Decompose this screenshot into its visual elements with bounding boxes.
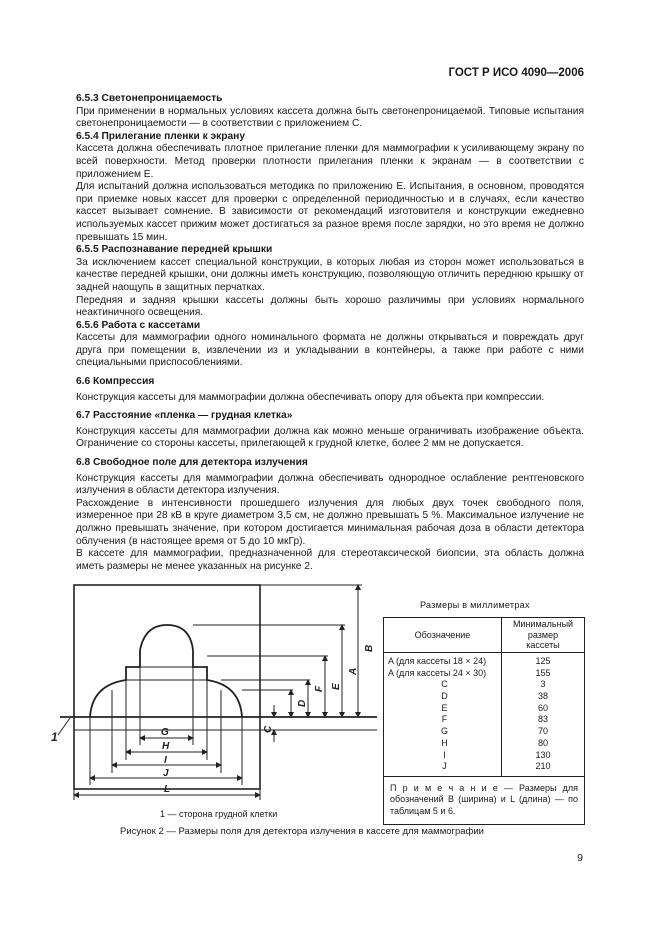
table-row-label: H xyxy=(441,737,448,748)
table-row-label: A (для кассеты 24 × 30) xyxy=(388,667,487,678)
marker-label-1: 1 xyxy=(51,730,58,744)
table-row-value: 3 xyxy=(540,679,546,690)
section-heading-6-8: 6.8 Свободное поле для детектора излучения xyxy=(76,457,308,469)
dim-label-b: B xyxy=(364,644,375,652)
dim-label-h: H xyxy=(162,741,170,752)
table-row-value: 38 xyxy=(537,691,548,702)
table-row-label: D xyxy=(441,691,448,702)
table-row-label: E xyxy=(441,702,448,713)
table-labels-cell xyxy=(384,653,502,777)
table-row-value: 125 xyxy=(535,656,551,666)
table-values-cell xyxy=(502,653,585,777)
detector-field-outline xyxy=(90,625,242,717)
table-row-value: 130 xyxy=(535,749,551,760)
section-heading-6-5-6: 6.5.6 Работа с кассетами xyxy=(76,319,201,331)
table-row-value: 70 xyxy=(537,726,548,737)
dim-label-l: L xyxy=(164,784,171,795)
table-note: П р и м е ч а н и е — Размеры для обозначений B (ширина) и L (длина) — по таблицам 5 и 6. xyxy=(384,776,585,825)
dim-label-f: F xyxy=(314,685,325,692)
paragraph: Конструкция кассеты для маммографии должна обеспечивать однородное ослабление рентгеновского излучения в области детектора излучения. xyxy=(76,472,584,497)
document-body xyxy=(76,93,584,573)
table-row-label: I xyxy=(443,749,446,760)
table-row-label: G xyxy=(440,726,448,737)
section-heading-6-7: 6.7 Расстояние «пленка — грудная клетка» xyxy=(76,410,293,422)
figure-legend: 1 — сторона грудной клетки xyxy=(160,809,278,819)
dim-label-i: I xyxy=(164,755,167,766)
dimensions-table xyxy=(383,617,585,825)
dim-label-c: C xyxy=(263,725,274,733)
section-heading-6-5-5: 6.5.5 Распознавание передней крышки xyxy=(76,244,273,256)
units-note: Размеры в миллиметрах xyxy=(420,600,530,610)
paragraph: Конструкция кассеты для маммографии должна обеспечивать опору для объекта при компрессии. xyxy=(76,391,545,403)
table-row-value: 60 xyxy=(537,702,548,713)
paragraph: Для испытаний должна использоваться методика по приложению Е. Испытания, в основном, проводятся при приемке новых кассет для проверки с определенной периодичностью и в случаях, если качество кассет вызывает сомнение. В зависимости от рекомендаций изготовителя и конструкции ежедневно используемых кассет прижим может достигаться за разное время после зарядки, но это время не должно превышать 15 мин. xyxy=(76,181,584,243)
section-heading-6-5-4: 6.5.4 Прилегание пленки к экрану xyxy=(76,130,245,142)
paragraph: При применении в нормальных условиях кассета должна быть светонепроницаемой. Типовые испытания светонепроницаемости — в соответствии с приложением С. xyxy=(76,105,584,130)
table-row-value: 155 xyxy=(535,667,551,678)
document-header: ГОСТ Р ИСО 4090—2006 xyxy=(448,67,584,79)
paragraph: Расхождение в интенсивности прошедшего излучения для любых двух точек свободного поля, измеренное при 28 кВ в круге диаметром 3,5 см, не должно превышать 5 %. Максимальное излучение не должно превышать значение, при котором достигается минимальная рабочая доза в области детектора облучения (в настоящее время от 5 до 10 мкГр). xyxy=(76,497,584,547)
table-row-label: J xyxy=(442,761,447,772)
paragraph: Кассета должна обеспечивать плотное прилегание пленки для маммографии к усиливающему экрану по всей поверхности. Метод проверки плотности прилегания пленки к экранам — в соответствии с приложением Е. xyxy=(76,143,584,180)
paragraph: За исключением кассет специальной конструкции, в которых любая из сторон может использоваться в качестве передней крышки, они должны иметь конструкцию, позволяющую отличить переднюю крышку от задней наощупь в защитных перчатках. xyxy=(76,256,584,293)
section-heading-6-6: 6.6 Компрессия xyxy=(76,376,155,388)
table-row-value: 80 xyxy=(537,737,548,748)
table-row-label: C xyxy=(441,679,448,690)
page-number: 9 xyxy=(577,852,583,864)
table-row-value: 210 xyxy=(535,761,551,772)
paragraph: В кассете для маммографии, предназначенной для стереотаксической биопсии, эта область должна иметь размеры не менее указанных на рисунке 2. xyxy=(76,548,584,572)
paragraph: Конструкция кассеты для маммографии должна как можно меньше ограничивать изображение объекта. Ограничение со стороны кассеты, прилегающей к грудной клетке, более 2 мм не допускается. xyxy=(76,425,584,450)
dim-label-a: A xyxy=(348,667,359,675)
figure-caption: Рисунок 2 — Размеры поля для детектора излучения в кассете для маммографии xyxy=(120,826,484,837)
table-header-min-size: Минимальный размер кассеты xyxy=(502,618,585,653)
table-row-value: 83 xyxy=(537,714,548,725)
paragraph: Передняя и задняя крышки кассеты должны быть хорошо различимы при условиях нормального неактиничного освещения. xyxy=(76,294,584,319)
dim-label-d: D xyxy=(297,699,308,707)
dim-label-j: J xyxy=(163,768,169,779)
dim-label-g: G xyxy=(161,727,169,738)
section-heading-6-5-3: 6.5.3 Светонепроницаемость xyxy=(76,93,223,104)
cassette-outline xyxy=(74,585,260,789)
dim-label-e: E xyxy=(331,683,342,690)
table-header-designation: Обозначение xyxy=(384,618,502,653)
paragraph: Кассеты для маммографии одного номинального формата не должны открываться и повреждать друг друга при помещении в, извлечении из и укладывании в контейнеры, а также при работе с ними специальными приспособлениями. xyxy=(76,332,584,369)
table-row-label: A (для кассеты 18 × 24) xyxy=(388,656,487,666)
table-row-label: F xyxy=(441,714,448,725)
